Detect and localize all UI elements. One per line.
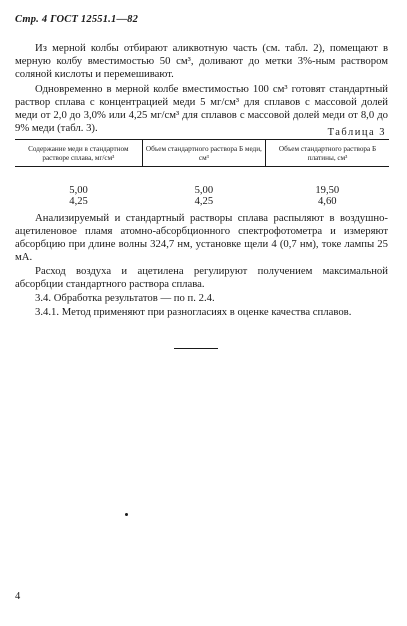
paragraph-aliquot: Из мерной колбы отбирают аликвотную часть (см. табл. 2), помещают в мерную колбу вместимостью 50 см³, доливают до метки 3%-ным раствором соляной кислоты и перемешивают. (15, 42, 388, 80)
table-cell: 4,60 (318, 196, 337, 207)
paragraph-gas-flow: Расход воздуха и ацетилена регулируют получением максимальной абсорбции стандартного раствора сплава. (15, 265, 388, 290)
table-cell: 5,00 (69, 185, 88, 196)
table-3 (15, 139, 389, 207)
page-number: 4 (15, 591, 21, 602)
table-cell: 5,00 (194, 185, 214, 196)
table-cell: 4,25 (69, 196, 88, 207)
table-header-cell: Содержание меди в стандартном растворе сплава, мг/см³ (15, 140, 142, 167)
paragraph-section-3-4-1: 3.4.1. Метод применяют при разногласиях в оценке качества сплавов. (35, 306, 352, 318)
paragraph-atomization: Анализируемый и стандартный растворы сплава распыляют в воздушно-ацетиленовое пламя атомно-абсорбционного спектрофотометра и измеряют абсорбцию при длине волны 324,7 нм, установке щели 4 (0,7 нм), токе лампы 25 мА. (15, 212, 388, 263)
table-row (15, 196, 389, 207)
page-header: Стр. 4 ГОСТ 12551.1—82 (15, 14, 139, 25)
section-divider (174, 348, 218, 349)
paragraph-standard-solution: Одновременно в мерной колбе вместимостью 100 см³ готовят стандартный раствор сплава с концентрацией меди 5 мг/см³ для сплавов с массовой долей меди от 2,0 до 3,0% или 4,25 мг/см³ для сплавов с массовой долей меди от 8,0 до 9% меди (табл. 3). (15, 83, 388, 134)
table-cell: 19,50 (315, 185, 340, 196)
table-caption: Таблица 3 (327, 127, 386, 138)
table-header-cell: Объем стандартного раствора Б меди, см³ (142, 140, 265, 167)
table-header-row (15, 140, 389, 167)
table-header-cell: Объем стандартного раствора Б платины, см³ (266, 140, 389, 167)
scan-dot (125, 513, 128, 516)
paragraph-section-3-4: 3.4. Обработка результатов — по п. 2.4. (35, 292, 215, 304)
table-cell: 4,25 (194, 196, 214, 207)
table-row (15, 185, 389, 196)
